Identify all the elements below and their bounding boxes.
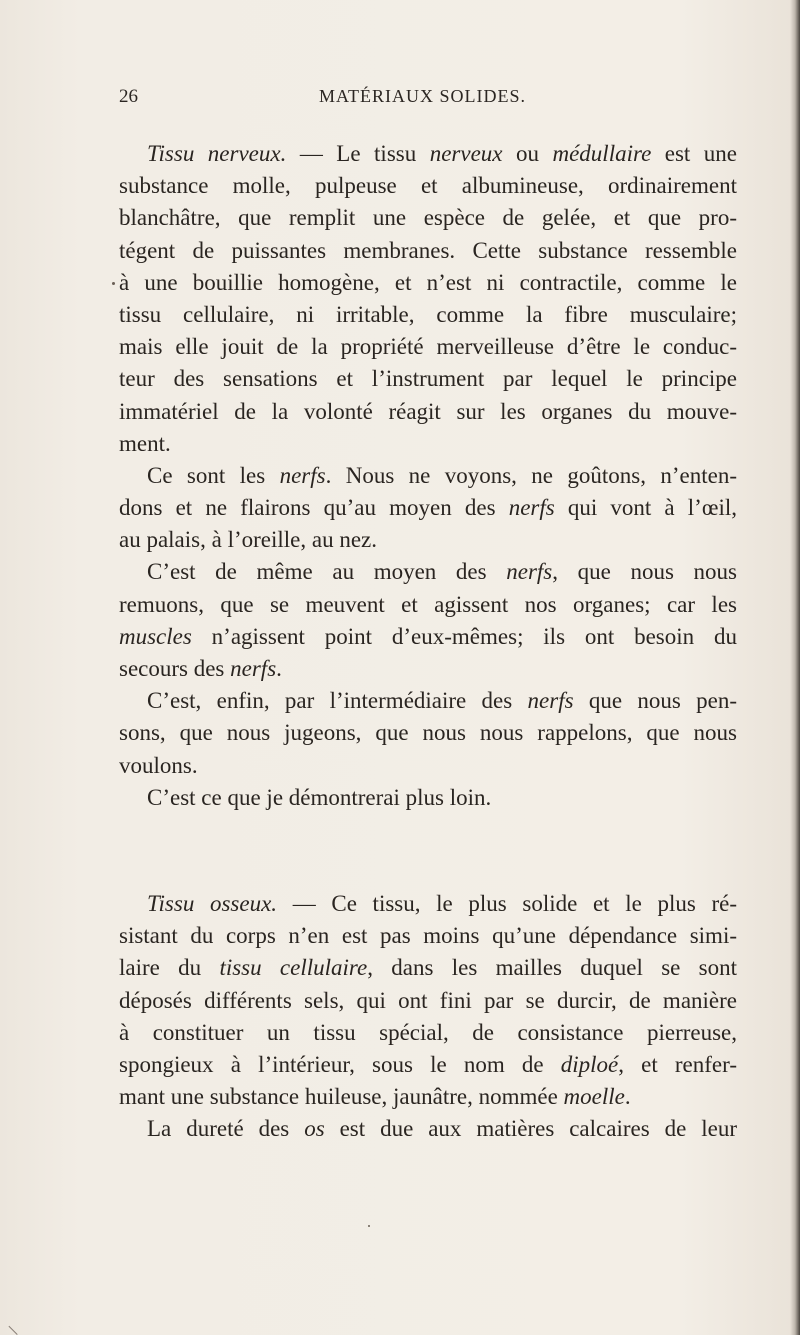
emphasized-term: nerfs: [279, 462, 326, 488]
text-line: [119, 331, 737, 363]
text-run: .: [276, 656, 282, 681]
print-speck: [112, 282, 115, 285]
emphasized-term: tissu cellulaire: [219, 955, 368, 981]
text-run: blanchâtre, que remplit une espèce de gelée, et que pro-: [119, 205, 737, 231]
text-run: substance molle, pulpeuse et albumineuse, ordinairement: [119, 173, 737, 199]
text-run: dons et ne flairons qu’au moyen des: [119, 495, 509, 521]
emphasized-term: nerfs: [527, 688, 574, 714]
text-line: [119, 460, 737, 492]
emphasized-term: nerfs: [508, 495, 555, 521]
section-lead-title: Tissu osseux.: [147, 891, 278, 916]
text-line: [119, 1017, 737, 1049]
text-run: spongieux à l’intérieur, sous le nom de: [119, 1051, 561, 1077]
text-line: [119, 396, 737, 428]
text-run: C’est, enfin, par l’intermédiaire des: [147, 688, 528, 714]
text-run: que nous pen-: [573, 688, 737, 714]
text-line: [119, 363, 737, 395]
section-lead-title: Tissu nerveux.: [147, 141, 287, 166]
section-tissu-osseux: [119, 888, 737, 1146]
text-run: — Le tissu: [286, 141, 430, 166]
text-line: [119, 556, 737, 588]
text-line: [119, 589, 737, 621]
text-run: C’est ce que je démontrerai plus loin.: [147, 784, 492, 810]
text-run: tégent de puissantes membranes. Cette substance ressemble: [119, 237, 737, 263]
text-line: [119, 1081, 737, 1113]
text-run: mant une substance huileuse, jaunâtre, nommée: [119, 1084, 564, 1110]
text-line: [119, 428, 737, 460]
text-run: C’est de même au moyen des: [147, 559, 507, 585]
text-line: [119, 524, 737, 556]
text-line: [119, 170, 737, 202]
text-run: — Ce tissu, le plus solide et le plus ré-: [277, 891, 737, 916]
text-line: [119, 202, 737, 234]
emphasized-term: nerveux: [429, 141, 503, 166]
text-line: [119, 685, 737, 717]
text-run: à constituer un tissu spécial, de consistance pierreuse,: [119, 1019, 737, 1045]
emphasized-term: nerfs: [506, 559, 553, 585]
text-line: [119, 138, 737, 170]
emphasized-term: diploé: [560, 1051, 619, 1077]
text-line: [119, 920, 737, 952]
text-run: tissu cellulaire, ni irritable, comme la fibre musculaire;: [119, 301, 737, 327]
text-run: sistant du corps n’en est pas moins qu’une dépendance simi-: [119, 923, 737, 949]
page-header: [119, 86, 737, 116]
running-title: MATÉRIAUX SOLIDES.: [319, 86, 526, 106]
emphasized-term: muscles: [119, 623, 192, 649]
text-run: Ce sont les: [147, 462, 280, 488]
page-edge-shadow: [790, 0, 800, 1335]
text-line: [119, 1049, 737, 1081]
text-run: n’agissent point d’eux-mêmes; ils ont besoin du: [191, 623, 737, 649]
text-run: teur des sensations et l’instrument par lequel le principe: [119, 366, 737, 392]
text-line: [119, 621, 737, 653]
emphasized-term: médullaire: [552, 141, 652, 166]
text-run: déposés différents sels, qui ont fini par se durcir, de manière: [119, 987, 737, 1013]
text-run: ment.: [119, 430, 171, 456]
text-run: , que nous nous: [552, 559, 737, 585]
text-run: voulons.: [119, 752, 198, 778]
text-run: .: [624, 1084, 631, 1110]
text-line: [119, 952, 737, 984]
text-run: immatériel de la volonté réagit sur les organes du mouve-: [119, 398, 737, 424]
text-run: ou: [502, 141, 553, 166]
text-line: [119, 653, 737, 685]
text-line: [119, 717, 737, 749]
section-tissu-nerveux: [119, 138, 737, 814]
corner-mark: [0, 1326, 18, 1335]
text-run: qui vont à l’œil,: [554, 495, 737, 521]
text-run: laire du: [119, 955, 220, 981]
text-run: au palais, à l’oreille, au nez.: [119, 527, 377, 553]
text-line: [119, 267, 737, 299]
text-run: remuons, que se meuvent et agissent nos organes; car les: [119, 591, 737, 617]
text-line: [119, 985, 737, 1017]
text-run: mais elle jouit de la propriété merveilleuse d’être le conduc-: [119, 334, 737, 360]
emphasized-term: os: [304, 1116, 325, 1142]
text-line: [119, 299, 737, 331]
text-line: [119, 1113, 737, 1145]
page-number: 26: [119, 86, 138, 107]
text-run: , dans les mailles duquel se sont: [367, 955, 737, 981]
text-run: est une: [651, 141, 738, 166]
text-line: [119, 782, 737, 814]
text-line: [119, 492, 737, 524]
text-run: sons, que nous jugeons, que nous nous rappelons, que nous: [119, 720, 737, 746]
text-run: , et renfer-: [618, 1051, 737, 1077]
emphasized-term: nerfs: [230, 656, 277, 681]
text-run: est due aux matières calcaires de leur: [324, 1116, 737, 1142]
emphasized-term: moelle: [563, 1084, 625, 1110]
text-line: [119, 750, 737, 782]
text-run: à une bouillie homogène, et n’est ni contractile, comme le: [119, 269, 737, 295]
text-line: [119, 888, 737, 920]
text-run: . Nous ne voyons, ne goûtons, n’enten-: [325, 462, 737, 488]
text-run: secours des: [119, 656, 231, 681]
text-run: La dureté des: [147, 1116, 305, 1142]
text-line: [119, 235, 737, 267]
print-speck: [368, 1225, 370, 1227]
